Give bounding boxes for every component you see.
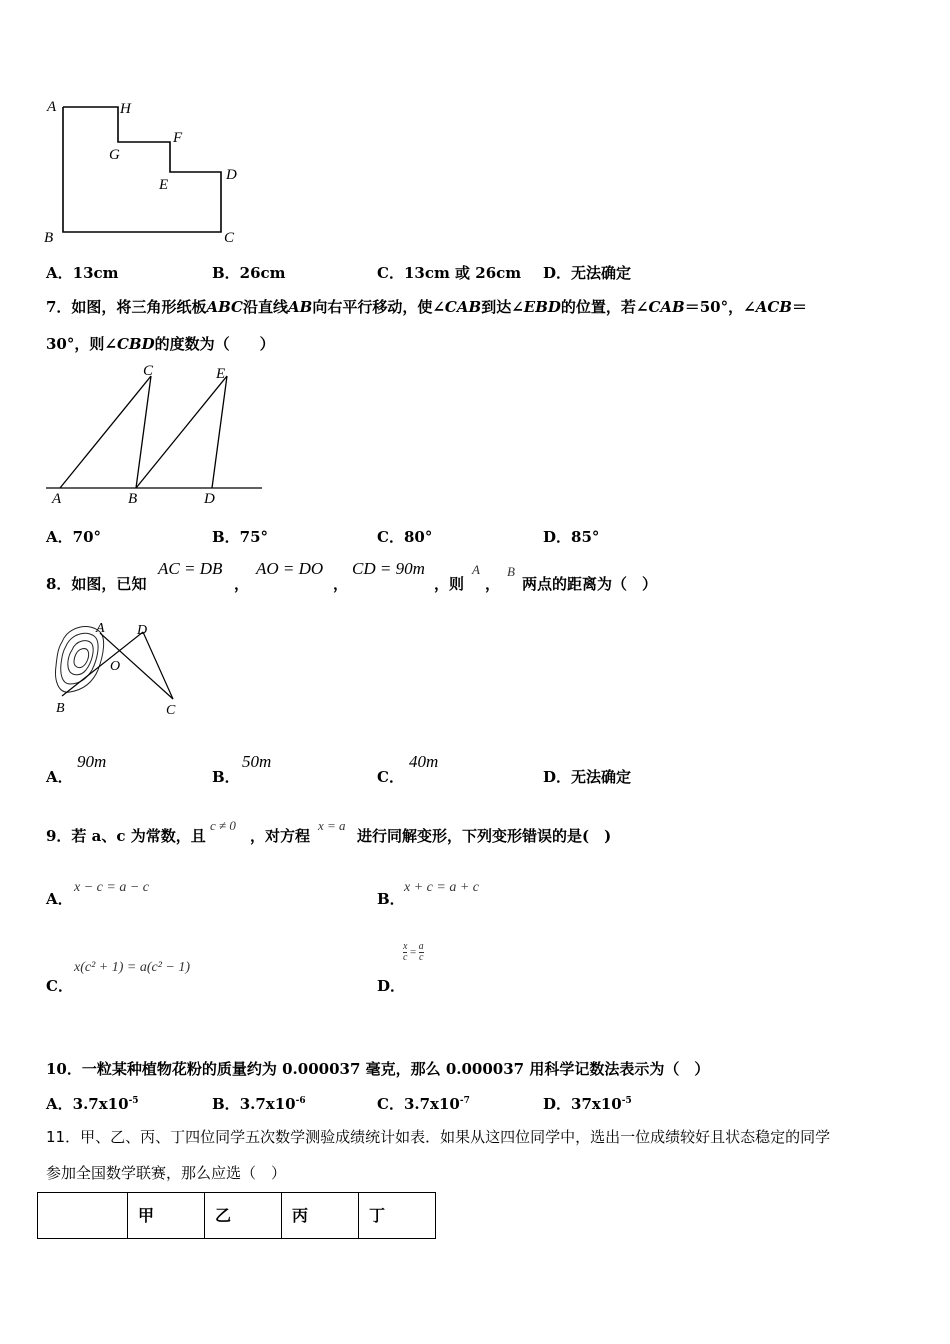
label-A: A	[52, 491, 62, 507]
figure-q6-staircase	[40, 95, 250, 250]
label-E: E	[216, 366, 226, 382]
q8-then: ，则	[434, 575, 465, 593]
q10-option-a: A．$3.7x10^{-5}$	[46, 1095, 139, 1113]
q9-option-d-fraction: $\frac{x}{c}$ = $\frac{a}{c}$	[403, 941, 424, 963]
table-header-cell: 甲	[128, 1193, 205, 1239]
q8-math-a: A	[472, 562, 480, 577]
q9-math-cond: c ≠ 0	[210, 818, 236, 833]
label-F: F	[173, 130, 183, 146]
label-H: H	[120, 101, 131, 117]
q10-option-b: B．$3.7x10^{-6}$	[212, 1095, 306, 1113]
q8-comma3: ，	[485, 575, 501, 593]
q8-option-b-letter: B．	[212, 768, 240, 786]
label-B: B	[128, 491, 138, 507]
q7-option-d: D．85°	[543, 528, 600, 546]
label-C: C	[224, 230, 235, 246]
label-G: G	[109, 147, 120, 163]
q9-prefix: 9．若 a、c 为常数，且	[46, 827, 206, 845]
table-header-cell: 丙	[282, 1193, 359, 1239]
q10-option-c: C．$3.7x10^{-7}$	[377, 1095, 470, 1113]
q6-option-b: B．26cm	[212, 264, 286, 282]
q8-suffix: 两点的距离为（ ）	[522, 575, 658, 593]
q7-line2: 30°，则∠CBD的度数为（ ）	[46, 335, 275, 353]
q7-option-a: A．70°	[46, 528, 102, 546]
label-O: O	[110, 659, 121, 674]
label-A: A	[96, 621, 105, 636]
q9-mid: ，对方程	[250, 827, 311, 845]
label-A: A	[47, 99, 57, 115]
label-B: B	[56, 701, 65, 716]
table-header-row	[38, 1193, 436, 1239]
label-B: B	[44, 230, 54, 246]
q8-math-ac-db: AC = DB	[158, 559, 223, 578]
q8-option-c-value: 40m	[409, 752, 439, 771]
q6-option-d: D．无法确定	[543, 264, 632, 282]
q8-option-c-letter: C．	[377, 768, 404, 786]
figure-q7-triangles	[40, 358, 270, 510]
label-C: C	[143, 363, 154, 379]
label-D: D	[204, 491, 215, 507]
q10-option-d: D．$37x10^{-5}$	[543, 1095, 632, 1113]
q11-line1: 11．甲、乙、丙、丁四位同学五次数学测验成绩统计如表．如果从这四位同学中，选出一位成绩较好且状态稳定的同学	[46, 1128, 831, 1146]
scores-table	[37, 1192, 436, 1239]
q6-option-a: A．13cm	[46, 264, 119, 282]
label-C: C	[166, 703, 176, 718]
q8-option-a-letter: A．	[46, 768, 73, 786]
q8-prefix: 8．如图，已知	[46, 575, 147, 593]
table-header-cell: 丁	[359, 1193, 436, 1239]
q8-math-cd: CD = 90m	[352, 559, 425, 578]
q8-math-ao-do: AO = DO	[256, 559, 324, 578]
figure-q8-pond	[48, 618, 193, 718]
label-D: D	[226, 167, 237, 183]
q9-option-a-eq: x − c = a − c	[74, 880, 149, 895]
q6-option-c: C．13cm 或 26cm	[377, 264, 522, 282]
q9-option-a-letter: A．	[46, 890, 73, 908]
q7-option-c: C．80°	[377, 528, 433, 546]
q8-option-a-value: 90m	[77, 752, 107, 771]
q8-comma2: ，	[333, 575, 349, 593]
q9-option-c-letter: C．	[46, 977, 73, 995]
q8-math-b: B	[507, 564, 515, 579]
q8-option-d: D．无法确定	[543, 768, 632, 786]
q9-option-b-eq: x + c = a + c	[404, 880, 479, 895]
q9-math-eq: x = a	[318, 818, 346, 833]
q7-line1: 7．如图，将三角形纸板ABC沿直线AB向右平行移动，使∠CAB到达∠EBD的位置，若∠CAB＝50°，∠ACB＝	[46, 298, 807, 316]
q9-option-d-letter: D．	[377, 977, 406, 995]
q8-comma1: ，	[234, 575, 250, 593]
q7-option-b: B．75°	[212, 528, 269, 546]
q10-text: 10．一粒某种植物花粉的质量约为 0.000037 毫克，那么 0.000037 用科学记数法表示为（ ）	[46, 1060, 710, 1078]
label-D: D	[137, 623, 148, 638]
table-header-cell	[38, 1193, 128, 1239]
q8-option-b-value: 50m	[242, 752, 272, 771]
label-E: E	[159, 177, 169, 193]
q9-suffix: 进行同解变形，下列变形错误的是( )	[357, 827, 612, 845]
q9-option-b-letter: B．	[377, 890, 405, 908]
q11-line2: 参加全国数学联赛，那么应选（ ）	[46, 1164, 287, 1182]
table-header-cell: 乙	[205, 1193, 282, 1239]
q9-option-c-eq: x(c² + 1) = a(c² − 1)	[74, 960, 191, 975]
